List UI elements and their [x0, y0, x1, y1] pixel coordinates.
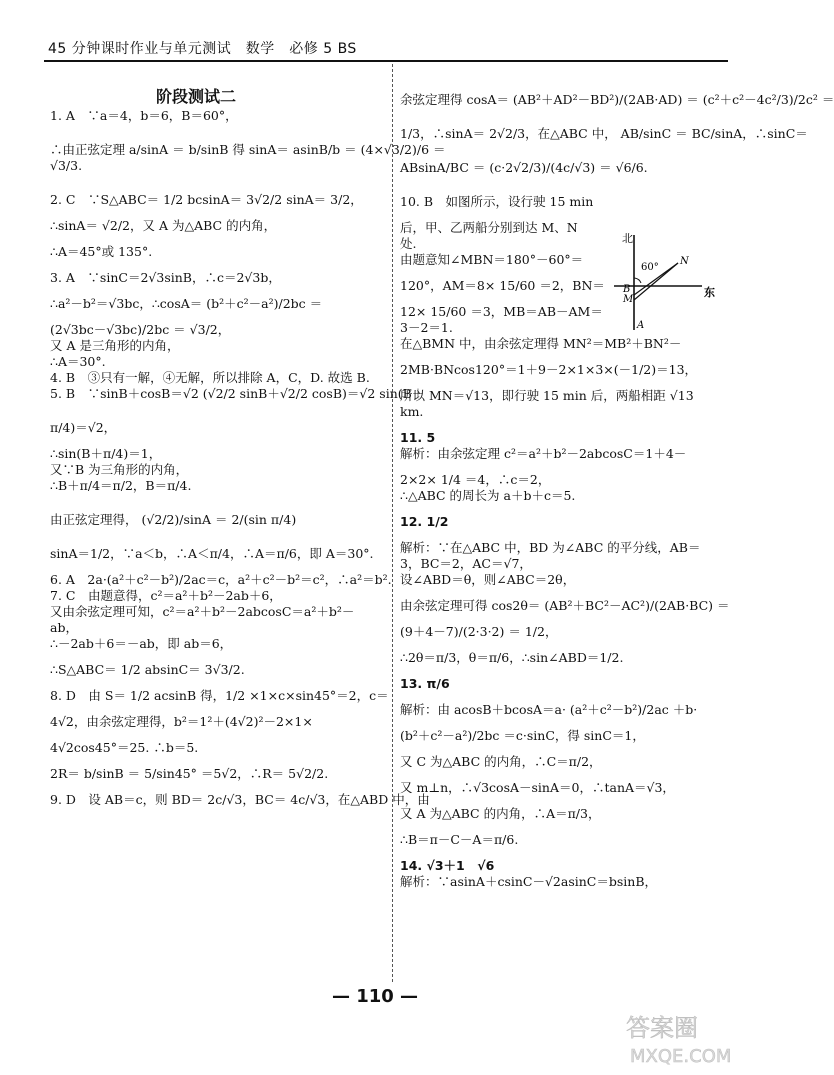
answer-line: 4√2cos45°＝25. ∴b＝5.	[50, 740, 199, 755]
answer-line: 14. √3＋1 √6	[400, 858, 495, 873]
answer-line: 解析：∵asinA＋csinC－√2asinC＝bsinB，	[400, 874, 658, 889]
answer-line: 2×2× 1/4 ＝4，∴c＝2，	[400, 472, 551, 487]
answer-line: 又 A 为△ABC 的内角，∴A＝π/3，	[400, 806, 601, 821]
answer-line: 解析：由余弦定理 c²＝a²＋b²－2abcosC＝1＋4－	[400, 446, 687, 461]
navigation-figure	[610, 230, 730, 340]
angle-label: 60°	[641, 262, 659, 273]
section-title: 阶段测试二	[155, 87, 236, 106]
answer-line: 由正弦定理得， (√2/2)/sinA ＝ 2/(sin π/4)	[50, 512, 297, 527]
answer-line: ∴2θ＝π/3，θ＝π/6，∴sin∠ABD＝1/2.	[400, 650, 624, 665]
answer-line: 12× 15/60 ＝3，MB＝AB－AM＝	[400, 304, 603, 319]
column-divider	[392, 64, 393, 982]
right-column	[400, 82, 834, 890]
point-a: A	[637, 320, 645, 331]
answer-line: 2R＝ b/sinB ＝ 5/sin45° ＝5√2，∴R＝ 5√2/2.	[50, 766, 329, 781]
answer-line: sinA＝1/2，∵a＜b，∴A＜π/4，∴A＝π/6，即 A＝30°.	[50, 546, 374, 561]
answer-line: √3/3.	[50, 158, 83, 173]
answer-line: ∴A＝30°.	[50, 354, 106, 369]
answer-line: 又 C 为△ABC 的内角，∴C＝π/2，	[400, 754, 602, 769]
answer-line: ∴－2ab＋6＝－ab，即 ab＝6，	[50, 636, 233, 651]
answer-line: 1. A ∵a＝4，b＝6，B＝60°，	[50, 108, 238, 123]
answer-line: 又∵B 为三角形的内角，	[50, 462, 189, 477]
page-number: — 110 —	[331, 986, 419, 1007]
answer-line: 4. B ③只有一解，④无解，所以排除 A，C，D. 故选 B.	[50, 370, 370, 385]
header-rule	[44, 60, 728, 62]
answer-line: 2. C ∵S△ABC＝ 1/2 bcsinA＝ 3√2/2 sinA＝ 3/2，	[50, 192, 363, 207]
answer-line: ABsinA/BC ＝ (c·2√2/3)/(4c/√3) ＝ √6/6.	[400, 160, 648, 175]
answer-line: 11. 5	[400, 430, 436, 445]
answer-line: ∴B＝π－C－A＝π/6.	[400, 832, 519, 847]
answer-line: 8. D 由 S＝ 1/2 acsinB 得，1/2 ×1×c×sin45°＝2，c＝	[50, 688, 389, 703]
answer-line: 120°，AM＝8× 15/60 ＝2，BN＝	[400, 278, 605, 293]
answer-line: 又由余弦定理可知，c²＝a²＋b²－2abcosC＝a²＋b²－	[50, 604, 355, 619]
svg-text:MXQE.COM: MXQE.COM	[630, 1046, 732, 1067]
answer-line: 9. D 设 AB＝c，则 BD＝ 2c/√3，BC＝ 4c/√3，在△ABD 中，由	[50, 792, 430, 807]
answer-line: 3－2＝1.	[400, 320, 453, 335]
answer-line: (2√3bc－√3bc)/2bc ＝ √3/2，	[50, 322, 231, 337]
answer-line: 2MB·BNcos120°＝1＋9－2×1×3×(－1/2)＝13，	[400, 362, 698, 377]
answer-line: 12. 1/2	[400, 514, 449, 529]
answer-line: (9＋4－7)/(2·3·2) ＝ 1/2，	[400, 624, 558, 639]
answer-line: km.	[400, 404, 424, 419]
running-header: 45 分钟课时作业与单元测试 数学 必修 5 BS	[48, 41, 357, 57]
answer-line: 所以 MN＝√13，即行驶 15 min 后，两船相距 √13	[400, 388, 694, 403]
answer-line: ∴sin(B＋π/4)＝1，	[50, 446, 162, 461]
point-m: M	[623, 294, 634, 305]
answer-line: ∴a²－b²＝√3bc，∴cosA＝ (b²＋c²－a²)/2bc ＝	[50, 296, 323, 311]
answer-line: 4√2，由余弦定理得，b²＝1²＋(4√2)²－2×1×	[50, 714, 313, 729]
north-label: 北	[622, 232, 633, 245]
point-n: N	[680, 256, 689, 267]
answer-line: ∴A＝45°或 135°.	[50, 244, 153, 259]
answer-line: 处.	[400, 236, 417, 251]
point-b: B	[623, 284, 631, 295]
answer-line: 5. B ∵sinB＋cosB＝√2 (√2/2 sinB＋√2/2 cosB)＝√2 sin(B＋	[50, 386, 425, 401]
answer-line: 又 A 是三角形的内角，	[50, 338, 180, 353]
answer-line: 由余弦定理可得 cos2θ＝ (AB²＋BC²－AC²)/(2AB·BC) ＝	[400, 598, 730, 613]
svg-text:答案圈: 答案圈	[626, 1014, 698, 1042]
answer-line: 13. π/6	[400, 676, 450, 691]
answer-line: 7. C 由题意得，c²＝a²＋b²－2ab＋6，	[50, 588, 282, 603]
answer-line: ∴B＋π/4＝π/2，B＝π/4.	[50, 478, 192, 493]
answer-line: 解析：∵在△ABC 中，BD 为∠ABC 的平分线，AB＝	[400, 540, 701, 555]
answer-line: 10. B 如图所示，设行驶 15 min	[400, 194, 594, 209]
answer-line: 解析：由 acosB＋bcosA＝a· (a²＋c²－b²)/2ac ＋b·	[400, 702, 698, 717]
answer-line: 又 m⊥n，∴√3cosA－sinA＝0，∴tanA＝√3，	[400, 780, 675, 795]
answer-line: 后，甲、乙两船分别到达 M、N	[400, 220, 578, 235]
answer-line: (b²＋c²－a²)/2bc ＝c·sinC，得 sinC＝1，	[400, 728, 645, 743]
east-label: 东	[704, 286, 715, 299]
answer-line: ab，	[50, 620, 78, 635]
answer-line: ∴sinA＝ √2/2，又 A 为△ABC 的内角，	[50, 218, 277, 233]
answer-line: 3. A ∵sinC＝2√3sinB，∴c＝2√3b，	[50, 270, 281, 285]
answer-line: ∴由正弦定理 a/sinA ＝ b/sinB 得 sinA＝ asinB/b ＝ (4×√3/2)/6 ＝	[50, 142, 446, 157]
answer-line: ∴S△ABC＝ 1/2 absinC＝ 3√3/2.	[50, 662, 245, 677]
answer-line: 由题意知∠MBN＝180°－60°＝	[400, 252, 584, 267]
answer-line: 6. A 2a·(a²＋c²－b²)/2ac＝c，a²＋c²－b²＝c²，∴a²＝b².	[50, 572, 392, 587]
answer-line: π/4)＝√2，	[50, 420, 117, 435]
watermark-logo	[624, 1008, 742, 1068]
answer-line: 1/3，∴sinA＝ 2√2/3，在△ABC 中， AB/sinC ＝ BC/sinA，∴sinC＝	[400, 126, 808, 141]
answer-line: 设∠ABD＝θ，则∠ABC＝2θ，	[400, 572, 576, 587]
answer-line: 3，BC＝2，AC＝√7，	[400, 556, 532, 571]
answer-line: 在△BMN 中，由余弦定理得 MN²＝MB²＋BN²－	[400, 336, 682, 351]
answer-line: ∴△ABC 的周长为 a＋b＋c＝5.	[400, 488, 576, 503]
angle-arc	[634, 278, 641, 283]
answer-line: 余弦定理得 cosA＝ (AB²＋AD²－BD²)/(2AB·AD) ＝ (c²＋c²－4c²/3)/2c² ＝	[400, 92, 834, 107]
